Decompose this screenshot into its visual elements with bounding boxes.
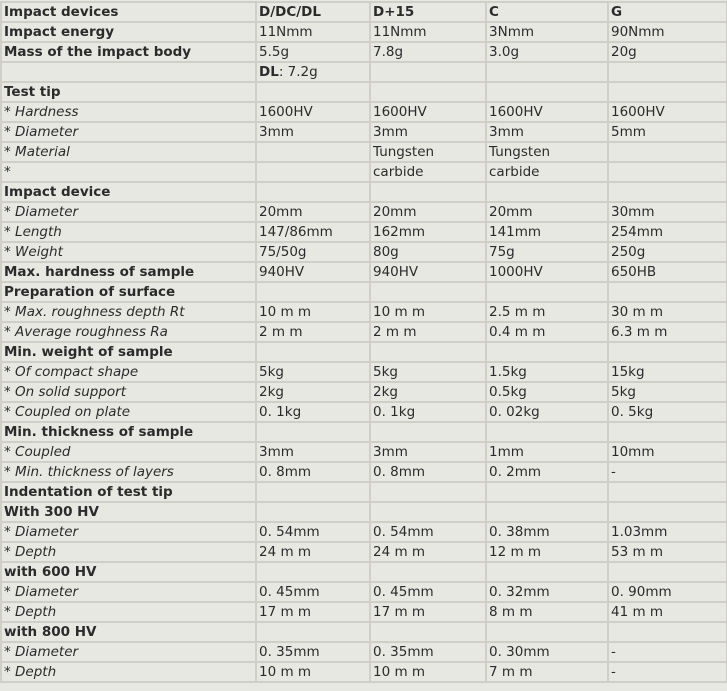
- row-label: * Hardness: [1, 102, 256, 122]
- table-cell: 940HV: [256, 262, 370, 282]
- table-cell: 2.5 m m: [486, 302, 608, 322]
- table-cell: [256, 342, 370, 362]
- table-cell: 80g: [370, 242, 486, 262]
- row-label: * Length: [1, 222, 256, 242]
- table-cell: -: [608, 642, 727, 662]
- table-cell: 147/86mm: [256, 222, 370, 242]
- table-cell: 0. 32mm: [486, 582, 608, 602]
- table-cell: [370, 182, 486, 202]
- table-cell: [486, 562, 608, 582]
- table-row: [1, 382, 727, 402]
- table-cell: 0. 38mm: [486, 522, 608, 542]
- table-cell: [370, 282, 486, 302]
- table-cell: 1mm: [486, 442, 608, 462]
- row-label: *: [1, 162, 256, 182]
- table-cell: 650HB: [608, 262, 727, 282]
- table-cell: 24 m m: [256, 542, 370, 562]
- table-cell: 10 m m: [256, 662, 370, 682]
- row-label: * Diameter: [1, 122, 256, 142]
- table-cell: 30 m m: [608, 302, 727, 322]
- table-cell: 2kg: [256, 382, 370, 402]
- table-cell: [370, 562, 486, 582]
- table-cell: [256, 422, 370, 442]
- header-label: Impact devices: [1, 2, 256, 22]
- row-label: * Depth: [1, 602, 256, 622]
- table-cell: 20g: [608, 42, 727, 62]
- table-row: [1, 542, 727, 562]
- table-row: [1, 82, 727, 102]
- table-cell: [608, 282, 727, 302]
- table-cell: 24 m m: [370, 542, 486, 562]
- table-cell: 5.5g: [256, 42, 370, 62]
- row-label: * Of compact shape: [1, 362, 256, 382]
- table-cell: 1.03mm: [608, 522, 727, 542]
- table-cell: 1600HV: [608, 102, 727, 122]
- table-cell: 2 m m: [256, 322, 370, 342]
- table-cell: 90Nmm: [608, 22, 727, 42]
- row-label: * Coupled: [1, 442, 256, 462]
- row-label: with 800 HV: [1, 622, 256, 642]
- table-cell: -: [608, 462, 727, 482]
- table-cell: 11Nmm: [370, 22, 486, 42]
- table-cell: [256, 62, 370, 82]
- table-row: [1, 202, 727, 222]
- table-cell: 0. 54mm: [256, 522, 370, 542]
- table-cell: 3Nmm: [486, 22, 608, 42]
- row-label: Impact energy: [1, 22, 256, 42]
- table-cell: [370, 502, 486, 522]
- table-cell: 0. 5kg: [608, 402, 727, 422]
- table-row: [1, 362, 727, 382]
- table-cell: 3mm: [486, 122, 608, 142]
- table-cell: [370, 482, 486, 502]
- row-label: Preparation of surface: [1, 282, 256, 302]
- table-cell: 3mm: [370, 442, 486, 462]
- table-cell: 10 m m: [370, 662, 486, 682]
- table-cell: 0. 1kg: [256, 402, 370, 422]
- table-cell: [608, 622, 727, 642]
- header-row: [1, 2, 727, 22]
- table-cell: 254mm: [608, 222, 727, 242]
- table-cell: 53 m m: [608, 542, 727, 562]
- table-cell: 75/50g: [256, 242, 370, 262]
- table-cell: 0. 8mm: [256, 462, 370, 482]
- table-cell: 1600HV: [486, 102, 608, 122]
- table-cell: 0. 30mm: [486, 642, 608, 662]
- header-col-d-dc-dl: D/DC/DL: [256, 2, 370, 22]
- row-label: * On solid support: [1, 382, 256, 402]
- table-row: [1, 182, 727, 202]
- table-cell: [486, 502, 608, 522]
- table-row: [1, 442, 727, 462]
- table-cell: [608, 162, 727, 182]
- row-label: * Material: [1, 142, 256, 162]
- table-cell: 15kg: [608, 362, 727, 382]
- table-cell: 8 m m: [486, 602, 608, 622]
- spec-table: [0, 1, 727, 683]
- row-label: [1, 62, 256, 82]
- table-row: [1, 322, 727, 342]
- table-row: [1, 502, 727, 522]
- table-cell: carbide: [370, 162, 486, 182]
- row-label: * Diameter: [1, 582, 256, 602]
- table-cell: 0. 45mm: [370, 582, 486, 602]
- table-cell: [608, 422, 727, 442]
- table-cell: [486, 282, 608, 302]
- table-cell: 17 m m: [370, 602, 486, 622]
- table-row: [1, 142, 727, 162]
- table-cell: 250g: [608, 242, 727, 262]
- table-cell: Tungsten: [370, 142, 486, 162]
- row-label: With 300 HV: [1, 502, 256, 522]
- table-cell: 10 m m: [256, 302, 370, 322]
- table-row: [1, 302, 727, 322]
- table-cell: 11Nmm: [256, 22, 370, 42]
- table-row: [1, 482, 727, 502]
- row-label: * Depth: [1, 542, 256, 562]
- row-label: Min. weight of sample: [1, 342, 256, 362]
- table-cell: 5mm: [608, 122, 727, 142]
- header-col-g: G: [608, 2, 727, 22]
- table-row: [1, 222, 727, 242]
- table-cell: 10 m m: [370, 302, 486, 322]
- table-row: [1, 22, 727, 42]
- table-cell: 1.5kg: [486, 362, 608, 382]
- table-row: [1, 62, 727, 82]
- table-cell: 3mm: [256, 442, 370, 462]
- table-row: [1, 122, 727, 142]
- table-cell: 0. 45mm: [256, 582, 370, 602]
- table-cell: 20mm: [256, 202, 370, 222]
- table-row: [1, 342, 727, 362]
- row-label: Max. hardness of sample: [1, 262, 256, 282]
- table-cell: 10mm: [608, 442, 727, 462]
- table-cell: [486, 482, 608, 502]
- table-row: [1, 562, 727, 582]
- table-row: [1, 422, 727, 442]
- table-cell: [256, 82, 370, 102]
- table-cell: [370, 422, 486, 442]
- table-cell: 0. 8mm: [370, 462, 486, 482]
- table-cell: 162mm: [370, 222, 486, 242]
- table-cell: 0. 54mm: [370, 522, 486, 542]
- row-label: Min. thickness of sample: [1, 422, 256, 442]
- table-cell: 1000HV: [486, 262, 608, 282]
- table-cell: [370, 622, 486, 642]
- table-cell: 141mm: [486, 222, 608, 242]
- table-cell: [256, 502, 370, 522]
- dl-value: : 7.2g: [278, 64, 318, 80]
- table-row: [1, 402, 727, 422]
- table-cell: 5kg: [608, 382, 727, 402]
- table-cell: 2kg: [370, 382, 486, 402]
- row-label: * Diameter: [1, 522, 256, 542]
- table-cell: [608, 342, 727, 362]
- header-col-c: C: [486, 2, 608, 22]
- table-cell: [608, 482, 727, 502]
- table-cell: [608, 182, 727, 202]
- table-row: [1, 602, 727, 622]
- table-cell: [256, 282, 370, 302]
- table-row: [1, 522, 727, 542]
- table-cell: 12 m m: [486, 542, 608, 562]
- table-cell: [486, 62, 608, 82]
- table-cell: [486, 422, 608, 442]
- table-cell: 1600HV: [256, 102, 370, 122]
- table-cell: [256, 182, 370, 202]
- table-cell: 3mm: [370, 122, 486, 142]
- table-cell: 0.5kg: [486, 382, 608, 402]
- table-cell: [370, 62, 486, 82]
- table-cell: 0. 1kg: [370, 402, 486, 422]
- table-cell: 940HV: [370, 262, 486, 282]
- table-cell: [256, 622, 370, 642]
- table-cell: 5kg: [256, 362, 370, 382]
- table-cell: 41 m m: [608, 602, 727, 622]
- table-row: [1, 642, 727, 662]
- row-label: * Depth: [1, 662, 256, 682]
- table-cell: [608, 562, 727, 582]
- row-label: * Coupled on plate: [1, 402, 256, 422]
- table-row: [1, 162, 727, 182]
- table-cell: 3.0g: [486, 42, 608, 62]
- row-label: with 600 HV: [1, 562, 256, 582]
- table-cell: 0. 35mm: [370, 642, 486, 662]
- table-row: [1, 622, 727, 642]
- table-cell: 6.3 m m: [608, 322, 727, 342]
- dl-label: DL: [259, 64, 279, 80]
- table-row: [1, 262, 727, 282]
- table-cell: [608, 82, 727, 102]
- row-label: * Diameter: [1, 642, 256, 662]
- table-cell: [608, 142, 727, 162]
- table-cell: 0. 02kg: [486, 402, 608, 422]
- spec-table-body: [1, 22, 727, 682]
- table-cell: 1600HV: [370, 102, 486, 122]
- table-cell: [486, 342, 608, 362]
- table-cell: 30mm: [608, 202, 727, 222]
- table-cell: 20mm: [486, 202, 608, 222]
- table-cell: [256, 482, 370, 502]
- table-cell: 7.8g: [370, 42, 486, 62]
- row-label: * Weight: [1, 242, 256, 262]
- table-cell: 0. 2mm: [486, 462, 608, 482]
- table-cell: 0. 90mm: [608, 582, 727, 602]
- table-cell: 20mm: [370, 202, 486, 222]
- table-cell: 75g: [486, 242, 608, 262]
- table-cell: 0. 35mm: [256, 642, 370, 662]
- table-row: [1, 42, 727, 62]
- table-cell: [256, 162, 370, 182]
- table-cell: 2 m m: [370, 322, 486, 342]
- table-row: [1, 242, 727, 262]
- table-cell: -: [608, 662, 727, 682]
- row-label: Indentation of test tip: [1, 482, 256, 502]
- table-cell: [370, 342, 486, 362]
- table-cell: [608, 502, 727, 522]
- row-label: * Average roughness Ra: [1, 322, 256, 342]
- table-cell: 0.4 m m: [486, 322, 608, 342]
- table-cell: [486, 182, 608, 202]
- row-label: Impact device: [1, 182, 256, 202]
- row-label: Mass of the impact body: [1, 42, 256, 62]
- table-cell: carbide: [486, 162, 608, 182]
- table-cell: [370, 82, 486, 102]
- table-cell: 5kg: [370, 362, 486, 382]
- table-cell: [486, 82, 608, 102]
- table-cell: 17 m m: [256, 602, 370, 622]
- table-row: [1, 462, 727, 482]
- table-row: [1, 582, 727, 602]
- table-row: [1, 282, 727, 302]
- table-cell: 3mm: [256, 122, 370, 142]
- row-label: * Min. thickness of layers: [1, 462, 256, 482]
- header-col-d15: D+15: [370, 2, 486, 22]
- table-row: [1, 662, 727, 682]
- row-label: Test tip: [1, 82, 256, 102]
- table-row: [1, 102, 727, 122]
- table-cell: [486, 622, 608, 642]
- row-label: * Max. roughness depth Rt: [1, 302, 256, 322]
- table-cell: [256, 142, 370, 162]
- table-cell: Tungsten: [486, 142, 608, 162]
- table-cell: 7 m m: [486, 662, 608, 682]
- table-cell: [608, 62, 727, 82]
- table-cell: [256, 562, 370, 582]
- row-label: * Diameter: [1, 202, 256, 222]
